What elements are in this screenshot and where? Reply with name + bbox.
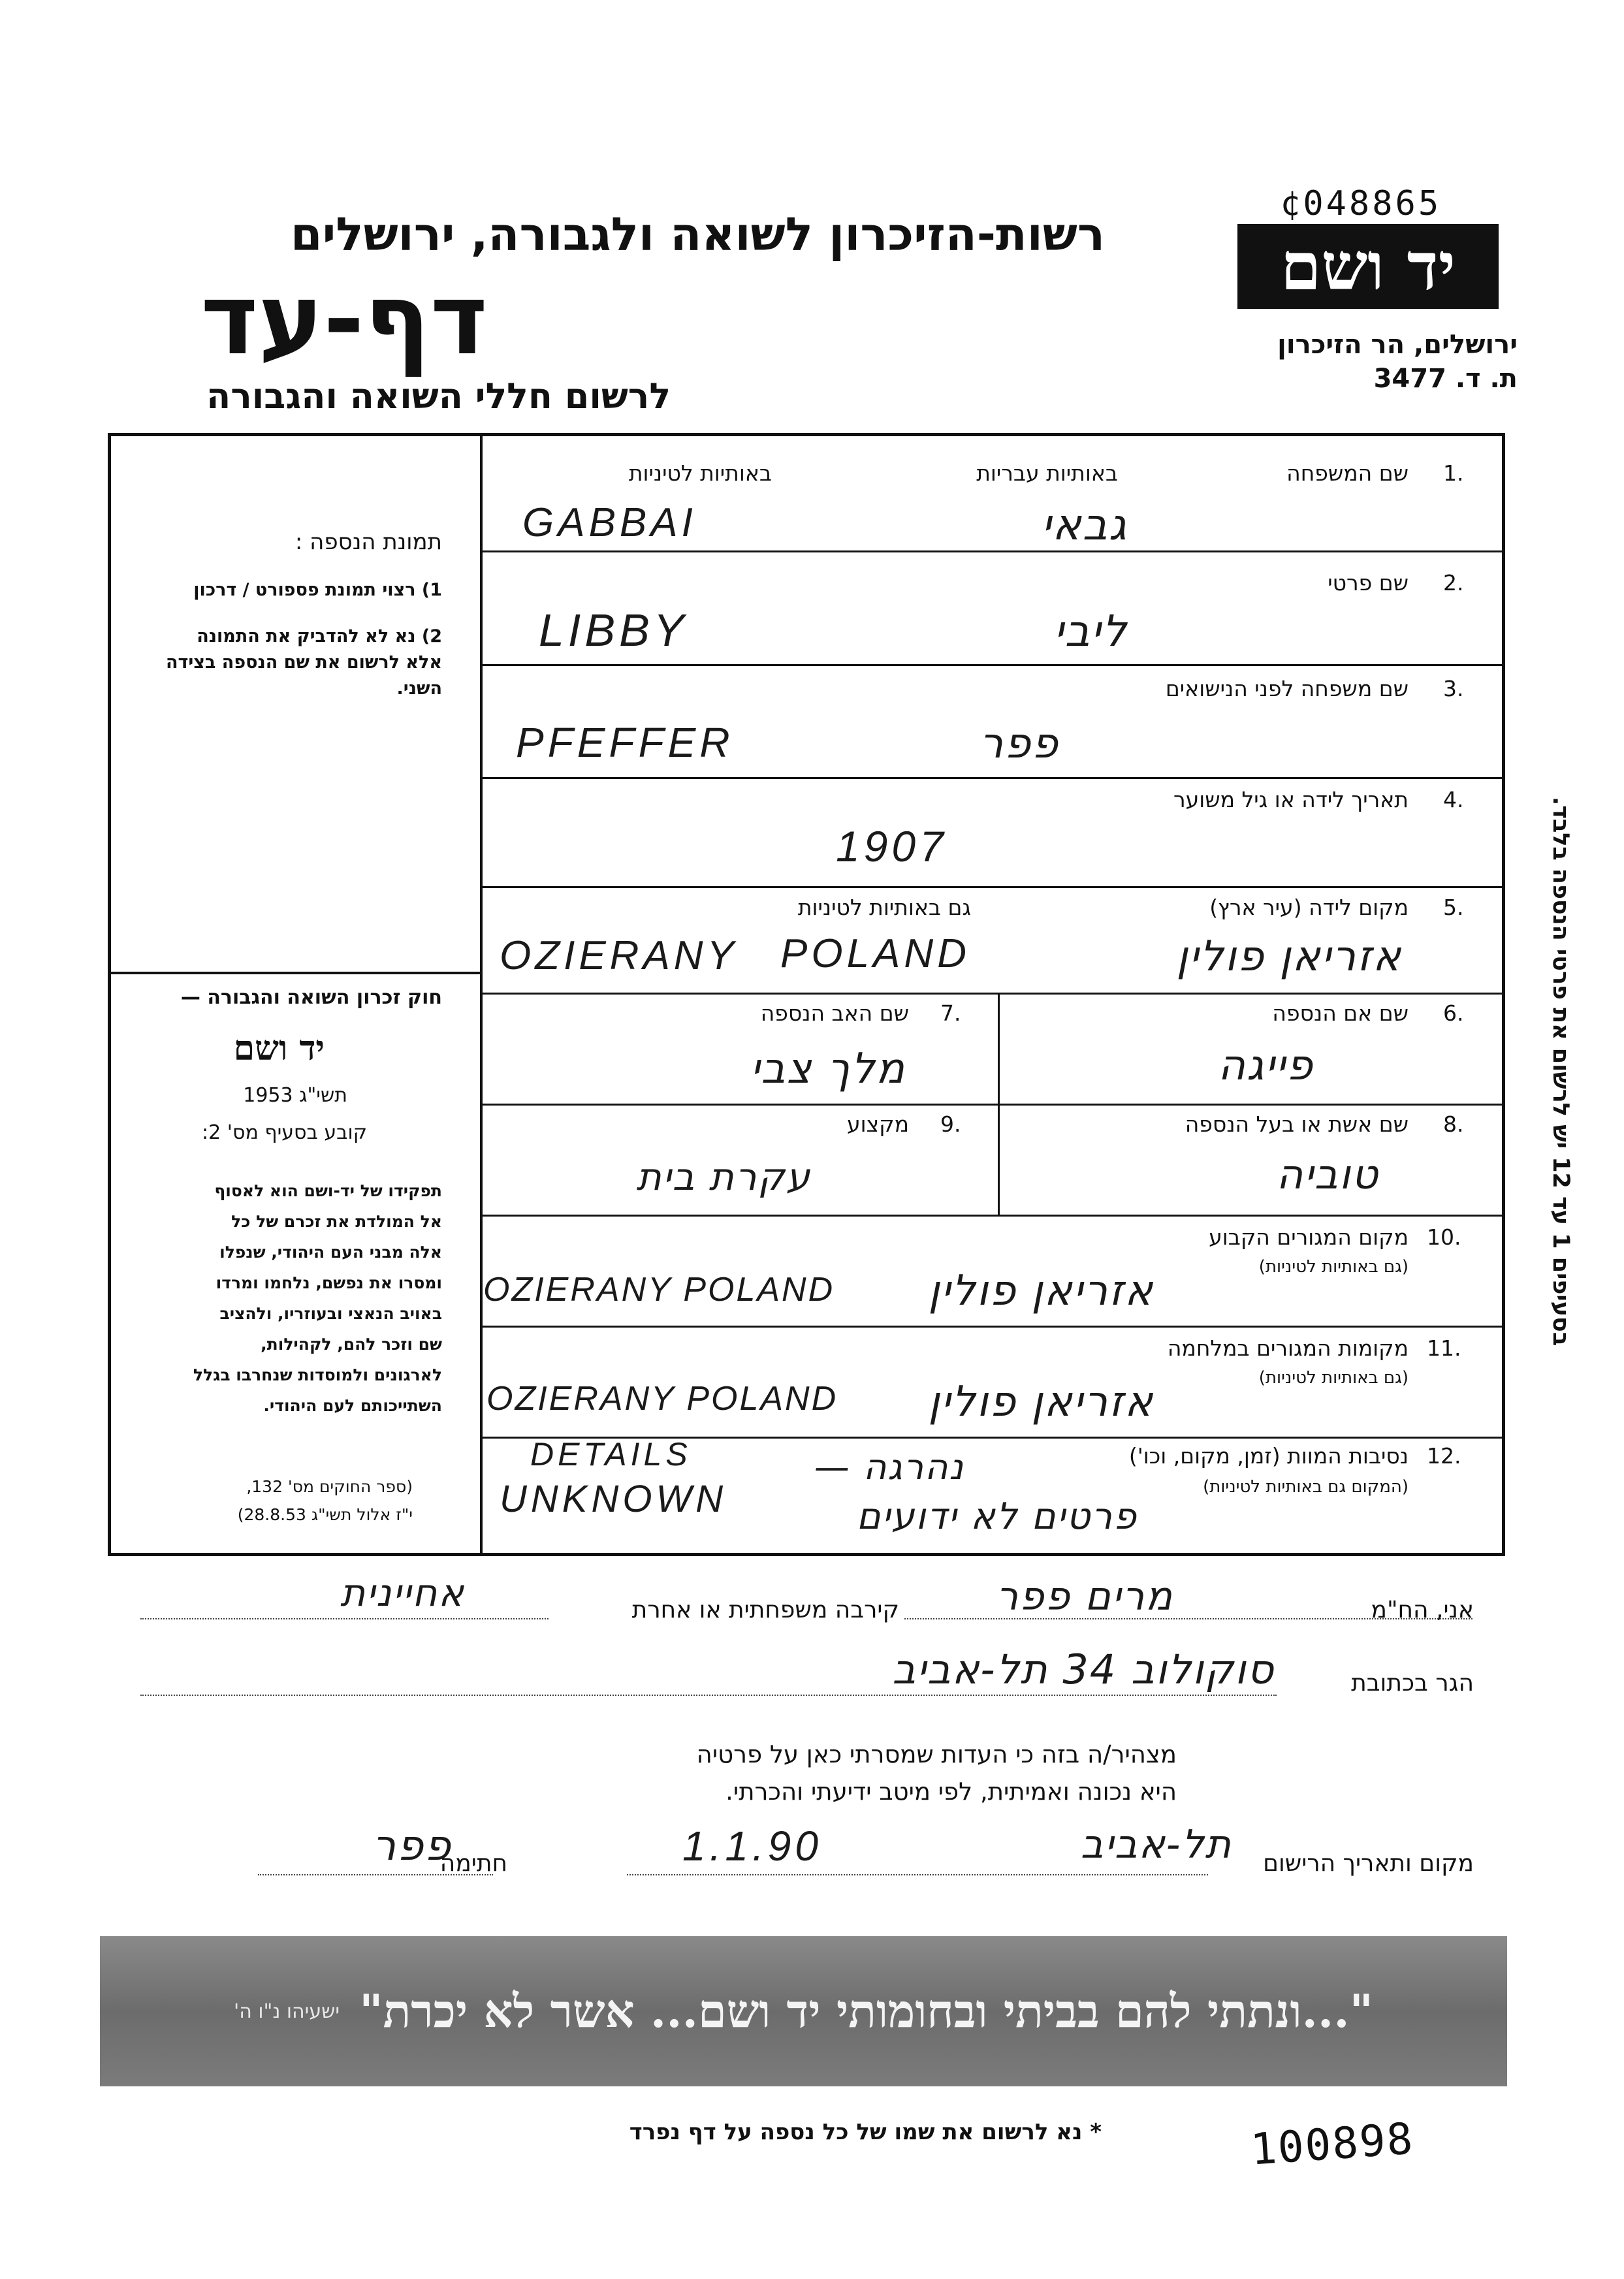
field-7-number: 7.: [940, 1000, 961, 1026]
law-name: יד ושם: [233, 1028, 325, 1068]
address-value: סוקולוב 34 תל-אביב: [892, 1646, 1275, 1693]
field-2-number: 2.: [1443, 570, 1464, 596]
field-10-label: מקום המגורים הקבוע: [1209, 1224, 1409, 1250]
field-2-label: שם פרטי: [1328, 570, 1409, 596]
law-year: תשי"ג 1953: [243, 1084, 347, 1107]
field-1-number: 1.: [1443, 460, 1464, 486]
field-5-label: מקום לידה (עיר ארץ): [1209, 895, 1409, 920]
field-6-label: שם אם הנספה: [1272, 1000, 1409, 1026]
field-6-number: 6.: [1443, 1000, 1464, 1026]
field-2-value-latin: LIBBY: [539, 605, 688, 656]
law-text-line: ומסרו את נפשם, נלחמו ומרדו: [215, 1273, 442, 1292]
field-10-value-hebrew: אזריאן פולין: [928, 1267, 1154, 1315]
law-text: [103, 1175, 442, 1421]
field-10-latin-note: (גם באותיות לטיניות): [1258, 1257, 1409, 1277]
field-7-value: מלך צבי: [750, 1045, 906, 1093]
footer-note: * נא לרשום את שמו של כל נספה על דף נפרד: [629, 2119, 1102, 2145]
law-text-line: אל המולדת את זכרם של כל: [231, 1212, 442, 1231]
field-1-latin-letters: באותיות לטיניות: [628, 460, 772, 486]
field-12-label: נסיבות המוות (זמן, מקום, וכו'): [1128, 1443, 1409, 1469]
org-address: ירושלים, הר הזיכרון: [1277, 330, 1518, 360]
field-5-number: 5.: [1443, 895, 1464, 920]
field-11-label: מקומות המגורים במלחמה: [1167, 1335, 1409, 1361]
photo-note-2-line: אלא לרשום את שם הנספה בצידה: [165, 652, 442, 673]
law-text-line: השתייכותם לעם היהודי.: [263, 1396, 442, 1415]
law-heading: חוק זכרון השואה והגבורה —: [180, 986, 442, 1009]
field-6-value: פייגה: [1218, 1042, 1314, 1090]
field-12-value-hebrew-1: נהרגה —: [814, 1446, 964, 1488]
photo-note-2-line: 2) נא לא להדביק את התמונה: [197, 626, 442, 646]
address-label: הגר בכתובת: [1351, 1670, 1474, 1697]
field-1-value-latin: GABBAI: [522, 500, 697, 545]
field-9-label: מקצוע: [846, 1111, 909, 1137]
field-5-value-country: POLAND: [780, 931, 970, 976]
law-citation-1: (ספר החוקים מס' 132,: [246, 1477, 413, 1496]
field-12-value-latin-1: DETAILS: [530, 1436, 692, 1473]
law-citation-2: י"ז אלול תשי"ג 28.8.53): [237, 1505, 413, 1524]
banner-quote: "...ונתתי להם בביתי ובחומותי יד ושם... אשר לא יכרת": [359, 1984, 1374, 2038]
field-7-label: שם האב הנספה: [760, 1000, 909, 1026]
field-11-value-latin: OZIERANY POLAND: [486, 1380, 838, 1418]
law-text-line: תפקידו של יד-ושם הוא לאסוף: [214, 1181, 442, 1200]
serial-number: ¢048865: [1280, 184, 1442, 223]
field-12-value-hebrew-2: פרטים לא ידועים: [856, 1495, 1138, 1538]
field-5-value-hebrew: אזריאן פולין: [1176, 932, 1402, 981]
field-3-value-hebrew: פפר: [979, 720, 1059, 768]
field-4-label: תאריך לידה או גיל משוער: [1173, 787, 1409, 812]
field-5-latin-note: גם באותיות לטיניות: [797, 895, 971, 920]
field-1-value-hebrew: גבאי: [1041, 500, 1128, 550]
quote-banner: [100, 1936, 1507, 2086]
photo-note-2: [116, 624, 442, 702]
photo-note-2-line: השני.: [396, 678, 442, 699]
field-11-latin-note: (גם באותיות לטיניות): [1258, 1368, 1409, 1388]
relation-label: קירבה משפחתית או אחרת: [631, 1597, 899, 1623]
serial-prefix: ¢: [1280, 184, 1303, 223]
declarant-name: מרים פפר: [996, 1574, 1173, 1619]
law-text-line: אלה מבני העם היהודי, שנפלו: [219, 1243, 442, 1262]
field-4-value: 1907: [836, 822, 947, 870]
law-clause: קובע בסעיף מס' 2:: [202, 1121, 367, 1144]
field-2-value-hebrew: ליבי: [1053, 606, 1128, 656]
date-value: 1.1.90: [682, 1823, 822, 1870]
field-9-number: 9.: [940, 1111, 961, 1137]
field-8-value: טוביה: [1276, 1151, 1379, 1198]
field-9-value: עקרת בית: [636, 1155, 811, 1199]
signature-value: פפר: [372, 1822, 452, 1870]
po-box: ת. ד. 3477: [1373, 364, 1518, 394]
field-10-number: 10.: [1427, 1224, 1461, 1250]
field-1-hebrew-letters: באותיות עבריות: [976, 460, 1118, 486]
field-12-number: 12.: [1427, 1443, 1461, 1469]
field-11-value-hebrew: אזריאן פולין: [928, 1378, 1154, 1426]
stamp-number: 100898: [1249, 2113, 1416, 2175]
photo-note-1: 1) רצוי תמונת פספורט / דרכון: [193, 580, 442, 600]
declaration-statement-1: מצהיר/ה בזה כי העדות שמסרתי כאן על פרטיה: [696, 1740, 1177, 1768]
field-4-number: 4.: [1443, 787, 1464, 812]
photo-title: תמונת הנספה :: [295, 529, 442, 555]
field-1-label: שם המשפחה: [1286, 460, 1409, 486]
field-5-value-city: OZIERANY: [500, 933, 738, 978]
yad-vashem-logo: [1237, 224, 1499, 309]
law-text-line: באויב הנאצי ובעוזריו, ולהציב: [219, 1304, 442, 1323]
place-date-label: מקום ותאריך הרישום: [1263, 1850, 1474, 1877]
field-10-value-latin: OZIERANY POLAND: [483, 1271, 835, 1309]
document-subtitle: לרשום חללי השואה והגבורה: [206, 375, 671, 417]
field-8-number: 8.: [1443, 1111, 1464, 1137]
signature-label: חתימה: [439, 1850, 507, 1877]
field-3-value-latin: PFEFFER: [516, 719, 734, 766]
field-3-number: 3.: [1443, 676, 1464, 701]
field-12-latin-note: (המקום גם באותיות לטיניות): [1203, 1477, 1409, 1497]
relation-value: אחיינית: [340, 1570, 465, 1615]
declarant-label: אני, הח"מ: [1371, 1597, 1474, 1623]
law-text-line: שם וזכר להם, לקהילות,: [261, 1335, 442, 1354]
side-note: [1548, 797, 1593, 1535]
banner-source: ישעיהו נ"ו ה': [233, 2000, 340, 2023]
field-3-label: שם משפחה לפני הנישואים: [1165, 676, 1409, 701]
place-value: תל-אביב: [1080, 1822, 1232, 1868]
law-text-line: לארגונים ולמוסדות שנחרבו בגלל: [193, 1365, 442, 1384]
declaration-statement-2: היא נכונה ואמיתית, לפי מיטב ידיעתי והכרתי.: [725, 1777, 1177, 1806]
side-note-text: בסעיפים 1 עד 12 יש לרשום את פרטי הנספה בלבד.: [1548, 797, 1574, 1347]
org-name: רשות-הזיכרון לשואה ולגבורה, ירושלים: [290, 208, 1105, 261]
field-11-number: 11.: [1427, 1335, 1461, 1361]
field-12-value-latin-2: UNKNOWN: [500, 1478, 727, 1520]
logo-text: יד ושם: [1281, 228, 1456, 305]
field-8-label: שם אשת או בעל הנספה: [1185, 1111, 1409, 1137]
document-title: דף-עד: [200, 263, 488, 377]
